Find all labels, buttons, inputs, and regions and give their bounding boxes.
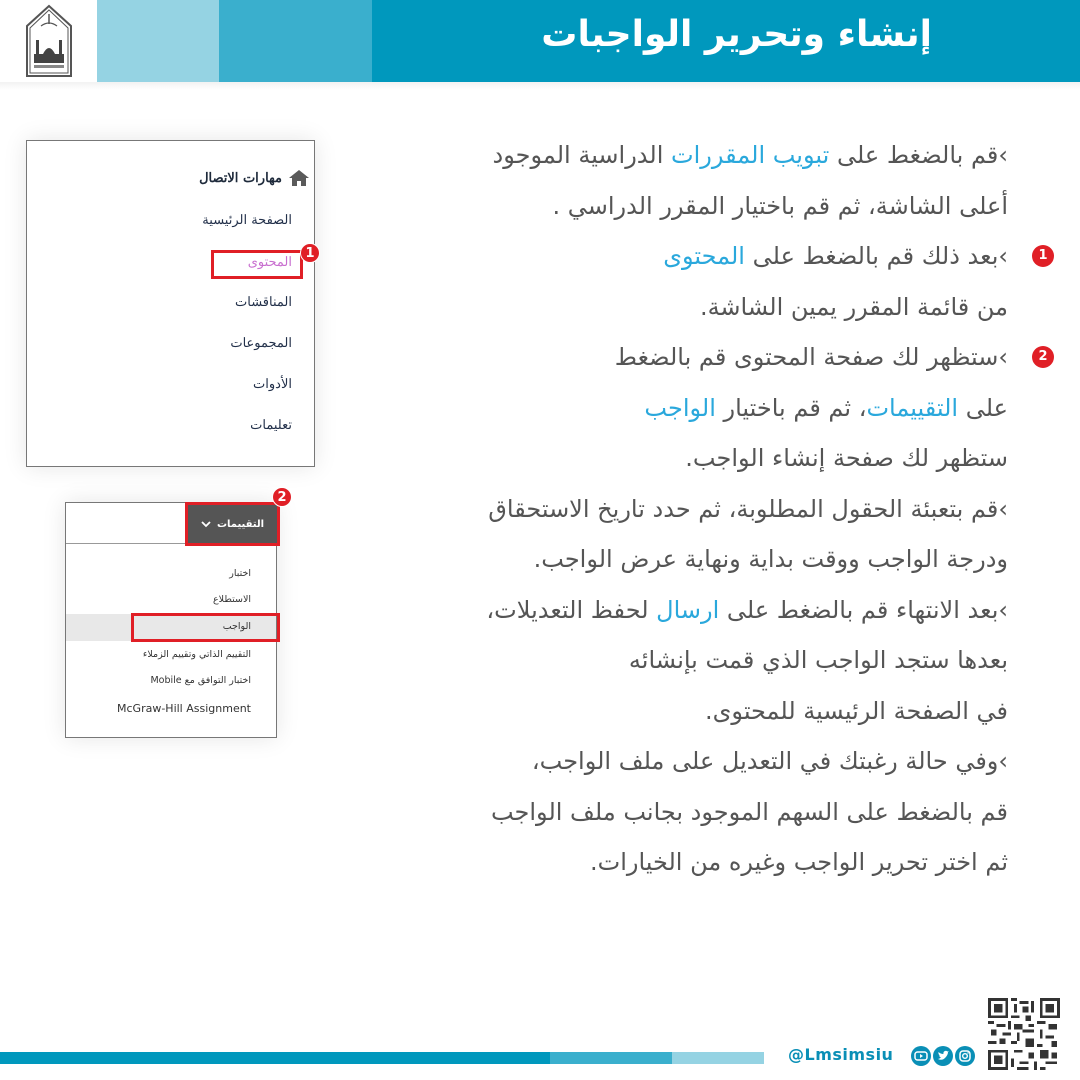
- course-title-row[interactable]: [199, 169, 310, 187]
- highlighted-term: الواجب: [644, 393, 716, 422]
- instruction-text: ›بعد الانتهاء قم بالضغط على: [719, 595, 1008, 624]
- instruction-line: [308, 383, 1008, 434]
- menu-item-help[interactable]: تعليمات: [250, 418, 292, 433]
- menu-item-discussions[interactable]: المناقشات: [235, 295, 292, 310]
- dropdown-item-mobile-test[interactable]: اختبار التوافق مع Mobile: [150, 675, 251, 686]
- header-band-light: [97, 0, 219, 82]
- instruction-line: [308, 534, 1008, 585]
- instruction-text: ›قم بالضغط على: [829, 141, 1008, 169]
- instruction-text: ودرجة الواجب ووقت بداية ونهاية عرض الواجب.: [533, 545, 1008, 573]
- instruction-line: [308, 787, 1008, 838]
- instruction-text: ›قم بتعبئة الحقول المطلوبة، ثم حدد تاريخ الاستحقاق: [488, 494, 1008, 523]
- page-title: إنشاء وتحرير الواجبات: [541, 14, 932, 55]
- instruction-text: ستظهر لك صفحة إنشاء الواجب.: [685, 444, 1008, 472]
- dropdown-item-assignment[interactable]: الواجب: [222, 621, 251, 632]
- instruction-line: [308, 484, 1008, 535]
- menu-item-tools[interactable]: الأدوات: [253, 377, 292, 392]
- instruction-text: ، ثم قم باختيار: [715, 393, 867, 422]
- home-icon: [288, 169, 310, 187]
- highlighted-term: التقييمات: [866, 393, 959, 422]
- dropdown-item-self-peer-assessment[interactable]: التقييم الذاتي وتقييم الزملاء: [142, 649, 251, 660]
- chevron-down-icon: [201, 521, 211, 528]
- footer-bar-mid: [550, 1052, 672, 1064]
- instruction-text: لحفظ التعديلات،: [486, 595, 657, 624]
- highlighted-term: تبويب المقررات: [671, 141, 830, 169]
- menu-item-content[interactable]: المحتوى: [247, 255, 292, 270]
- instruction-line: [308, 635, 1008, 686]
- instruction-text: ثم اختر تحرير الواجب وغيره من الخيارات.: [589, 848, 1008, 876]
- assessments-dropdown-screenshot: [65, 489, 287, 738]
- imam-university-logo-icon: [23, 4, 75, 78]
- menu-item-home-page[interactable]: الصفحة الرئيسية: [202, 213, 292, 228]
- highlighted-term: المحتوى: [663, 242, 745, 270]
- qr-code-icon[interactable]: [988, 998, 1060, 1070]
- instruction-text: ›وفي حالة رغبتك في التعديل على ملف الواجب،: [531, 747, 1008, 775]
- instruction-text: من قائمة المقرر يمين الشاشة.: [699, 292, 1008, 321]
- instruction-text: الدراسية الموجود: [492, 141, 672, 169]
- instruction-line: [308, 433, 1008, 484]
- dropdown-item-survey[interactable]: الاستطلاع: [212, 594, 251, 605]
- logo-container: [0, 0, 97, 82]
- instruction-line: [308, 130, 1008, 181]
- footer-bar-dark: [0, 1052, 550, 1064]
- instructions-text: [308, 130, 1048, 888]
- instruction-line: [308, 181, 1008, 232]
- dropdown-item-mcgraw-hill[interactable]: McGraw-Hill Assignment: [117, 702, 251, 715]
- highlight-box-assignment: [131, 613, 280, 642]
- assessments-button[interactable]: [185, 502, 280, 546]
- instruction-text: أعلى الشاشة، ثم قم باختيار المقرر الدراسي .: [552, 191, 1008, 220]
- footer-bar-light: [672, 1052, 764, 1064]
- step-badge-2: 2: [272, 487, 292, 507]
- instruction-text: في الصفحة الرئيسية للمحتوى.: [705, 696, 1008, 725]
- assessments-button-label: التقييمات: [216, 518, 265, 530]
- instruction-line: [308, 282, 1008, 333]
- header-band-mid: [219, 0, 372, 82]
- step-badge-1: 1: [300, 243, 320, 263]
- highlight-box-content: [211, 250, 303, 279]
- step-number-badge: 2: [1032, 346, 1054, 368]
- course-menu-screenshot: [26, 140, 315, 467]
- menu-item-groups[interactable]: المجموعات: [230, 336, 292, 351]
- social-handle[interactable]: @Lmsimsiu: [788, 1045, 894, 1064]
- instruction-line: [308, 837, 1008, 888]
- instruction-line: [308, 736, 1008, 787]
- step-number-badge: 1: [1032, 245, 1054, 267]
- instruction-line: [308, 585, 1008, 636]
- instruction-line: [308, 686, 1008, 737]
- instruction-line: [308, 332, 1048, 383]
- header-shadow: [0, 82, 1080, 90]
- twitter-icon[interactable]: [933, 1046, 953, 1066]
- highlighted-term: ارسال: [656, 595, 720, 624]
- instruction-text: بعدها ستجد الواجب الذي قمت بإنشائه: [628, 646, 1008, 674]
- instruction-text: ›ستظهر لك صفحة المحتوى قم بالضغط: [614, 343, 1008, 371]
- instruction-text: ›بعد ذلك قم بالضغط على: [744, 242, 1008, 270]
- instruction-text: قم بالضغط على السهم الموجود بجانب ملف الواجب: [490, 797, 1008, 826]
- instruction-line: [308, 231, 1048, 282]
- dropdown-item-test[interactable]: اختبار: [229, 568, 251, 579]
- course-title: مهارات الاتصال: [199, 170, 282, 186]
- instruction-text: على: [958, 393, 1008, 422]
- youtube-icon[interactable]: [911, 1046, 931, 1066]
- header-banner: [0, 0, 1080, 82]
- instagram-icon[interactable]: [955, 1046, 975, 1066]
